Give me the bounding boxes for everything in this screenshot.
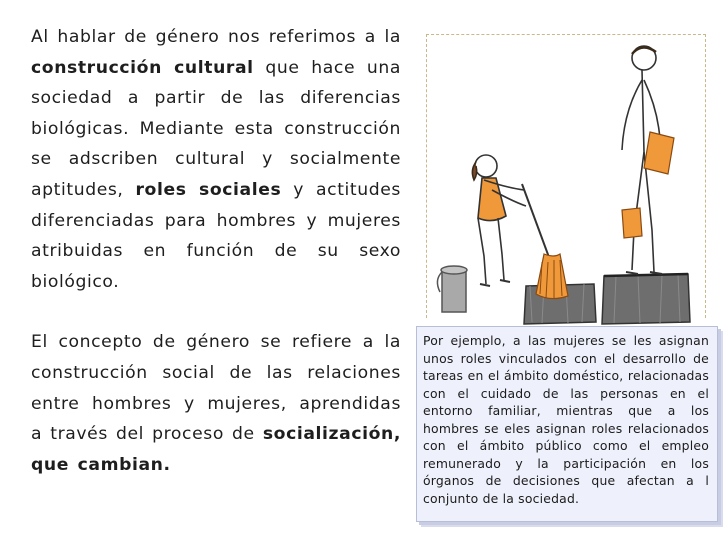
term-socializacion: socialización, que cambian. bbox=[31, 424, 401, 475]
paragraph1-text-2: que hace una sociedad a partir de las diferencias biológicas. Mediante esta construcción se adscriben cultural y socialmente aptitudes, bbox=[31, 57, 401, 200]
paragraph1-text-3: y actitudes diferenciadas para hombres y mujeres atribuidas en función de su sexo biológico. bbox=[31, 179, 401, 292]
example-caption-box bbox=[416, 326, 718, 522]
term-roles-sociales: roles sociales bbox=[135, 179, 282, 200]
term-construccion-cultural: construcción cultural bbox=[31, 57, 254, 78]
main-text bbox=[31, 22, 401, 480]
paragraph2-text-1: El concepto de género se refiere a la construcción social de las relaciones entre hombres y mujeres, aprendidas a través del proceso de bbox=[31, 332, 401, 445]
woman-figure bbox=[472, 155, 526, 286]
paragraph1-text-1: Al hablar de género nos referimos a la bbox=[31, 27, 401, 47]
right-pedestal bbox=[602, 274, 690, 324]
example-caption-text: Por ejemplo, a las mujeres se les asignan unos roles vinculados con el desarrollo de tareas en el ámbito doméstico, relacionadas con el cuidado de las personas en el entorno familiar, mientras que a los hombres se eles asignan roles relacionados con el ámbito público como el empleo remunerado y la participación en los órganos de decisiones que afectan a l conjunto de la sociedad. bbox=[423, 333, 709, 506]
bucket-icon bbox=[437, 266, 467, 312]
broom-icon bbox=[522, 184, 568, 299]
paragraph-gender-definition bbox=[31, 22, 401, 297]
gender-roles-illustration bbox=[426, 40, 726, 326]
paragraph-gender-concept bbox=[31, 327, 401, 480]
